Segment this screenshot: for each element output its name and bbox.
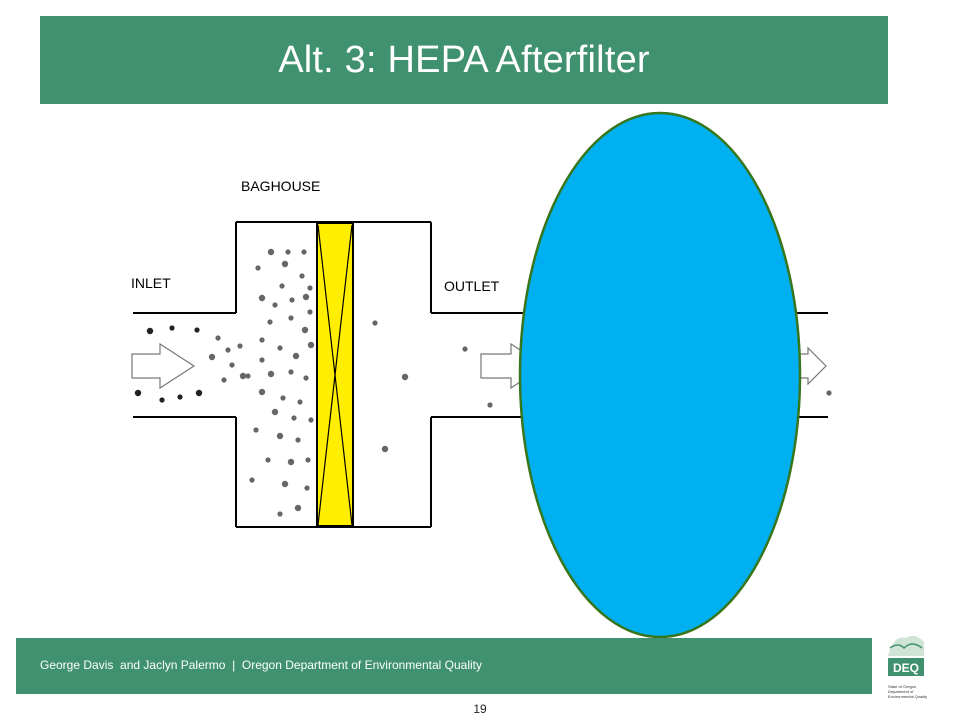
dust-particle bbox=[169, 325, 174, 330]
dust-particle bbox=[259, 295, 265, 301]
dust-particle bbox=[159, 397, 164, 402]
dust-particle bbox=[177, 394, 182, 399]
slide-title: Alt. 3: HEPA Afterfilter bbox=[278, 38, 650, 81]
dust-particle bbox=[265, 457, 270, 462]
inlet-arrow-icon bbox=[132, 344, 194, 388]
dust-particle bbox=[293, 353, 299, 359]
dust-particle bbox=[268, 249, 274, 255]
dust-particle bbox=[215, 335, 220, 340]
inlet-label: INLET bbox=[131, 275, 171, 291]
dust-particle bbox=[301, 249, 306, 254]
dust-particle bbox=[196, 390, 202, 396]
dust-particle bbox=[307, 285, 312, 290]
footer-credit: George Davis and Jaclyn Palermo | Oregon Department of Environmental Quality bbox=[40, 658, 482, 672]
dust-particle bbox=[297, 399, 302, 404]
dust-particle bbox=[285, 249, 290, 254]
dust-particle bbox=[267, 319, 272, 324]
dust-particle bbox=[237, 343, 242, 348]
dust-particle bbox=[268, 371, 274, 377]
dust-particle bbox=[249, 477, 254, 482]
dust-particle bbox=[487, 402, 492, 407]
dust-particle bbox=[302, 327, 308, 333]
outlet-label: OUTLET bbox=[444, 278, 500, 294]
dust-particle bbox=[245, 373, 250, 378]
dust-particle bbox=[305, 457, 310, 462]
dust-particle bbox=[289, 297, 294, 302]
page-number: 19 bbox=[473, 702, 487, 716]
dust-particle bbox=[462, 346, 467, 351]
dust-particle bbox=[308, 342, 314, 348]
baghouse-label: BAGHOUSE bbox=[241, 178, 321, 194]
dust-particle bbox=[209, 354, 215, 360]
dust-particle bbox=[259, 389, 265, 395]
dust-particle bbox=[272, 409, 278, 415]
dust-particle bbox=[288, 315, 293, 320]
dust-particle bbox=[279, 283, 284, 288]
dust-particle bbox=[304, 485, 309, 490]
dust-particle bbox=[221, 377, 226, 382]
dust-particle bbox=[253, 427, 258, 432]
dust-particle bbox=[282, 481, 288, 487]
dust-particle bbox=[240, 373, 246, 379]
dust-particle bbox=[272, 302, 277, 307]
dust-particle bbox=[147, 328, 153, 334]
dust-particle bbox=[307, 309, 312, 314]
dust-particle bbox=[826, 390, 831, 395]
dust-particle bbox=[295, 505, 301, 511]
dust-particle bbox=[291, 415, 296, 420]
dust-particle bbox=[282, 261, 288, 267]
dust-particle bbox=[303, 294, 309, 300]
dust-particle bbox=[303, 375, 308, 380]
footer-bar bbox=[16, 638, 872, 694]
dust-particle bbox=[259, 337, 264, 342]
dust-particle bbox=[382, 446, 388, 452]
dust-particle bbox=[229, 362, 234, 367]
dust-particle bbox=[225, 347, 230, 352]
dust-particle bbox=[277, 345, 282, 350]
dust-particle bbox=[259, 357, 264, 362]
hepa-afterfilter-ellipse bbox=[520, 113, 800, 637]
deq-logo-subtext: State of Oregon Department of Environmental Quality bbox=[888, 684, 928, 699]
dust-particle bbox=[372, 320, 377, 325]
dust-particle bbox=[277, 511, 282, 516]
dust-particle bbox=[299, 273, 304, 278]
dust-particle bbox=[288, 369, 293, 374]
dust-particle bbox=[280, 395, 285, 400]
dust-particle bbox=[288, 459, 294, 465]
dust-particle bbox=[277, 433, 283, 439]
dust-particle bbox=[255, 265, 260, 270]
filter-bag bbox=[317, 223, 353, 526]
deq-logo-text: DEQ bbox=[892, 661, 920, 675]
dust-particle bbox=[135, 390, 141, 396]
dust-particle bbox=[194, 327, 199, 332]
dust-particle bbox=[295, 437, 300, 442]
dust-particle bbox=[402, 374, 408, 380]
dust-particle bbox=[308, 417, 313, 422]
